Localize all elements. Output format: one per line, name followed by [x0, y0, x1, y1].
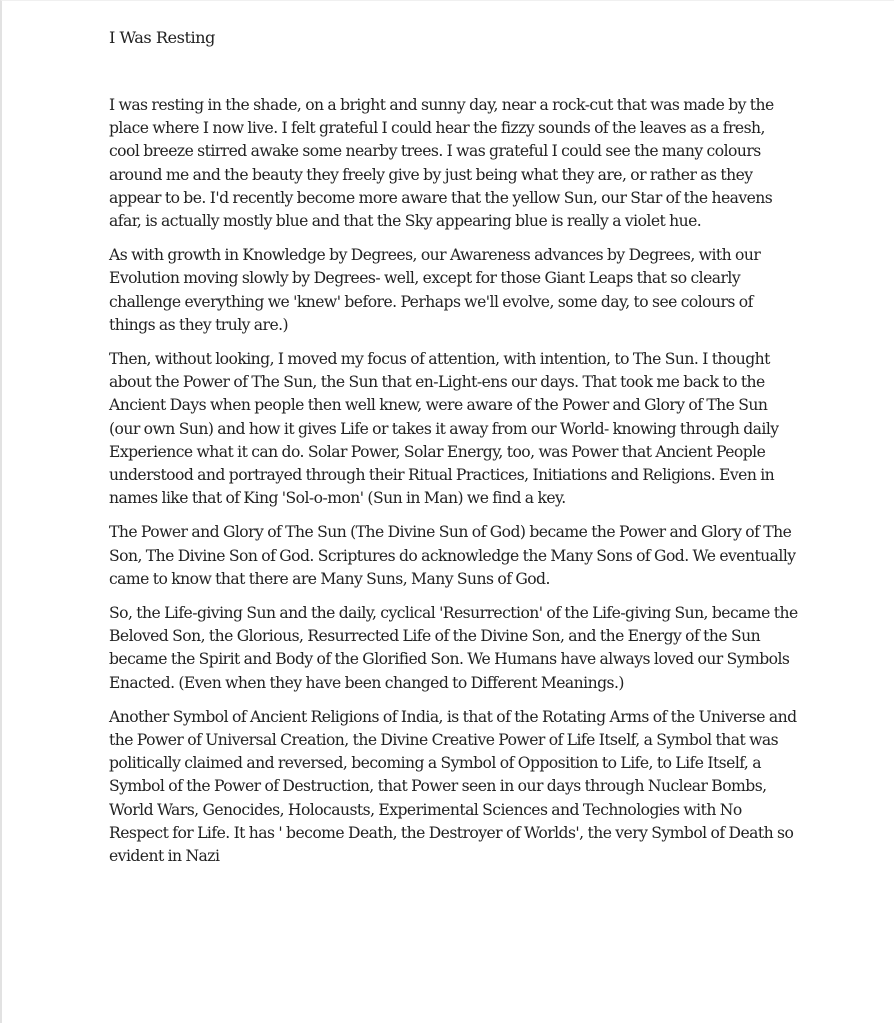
document-title: I Was Resting [109, 28, 215, 47]
paragraph-resting-in-shade: I was resting in the shade, on a bright and sunny day, near a rock-cut that was made by the place where I now live. I felt grateful I could hear the fizzy sounds of the leaves as a fresh, cool breeze stirred awake some nearby trees. I was grateful I could see the many colours around me and the beauty they freely give by just being what they are, or rather as they appear to be. I'd recently become more aware that the yellow Sun, our Star of the heavens afar, is actually mostly blue and that the Sky appearing blue is really a violet hue. [109, 96, 774, 231]
paragraph-another-symbol: Another Symbol of Ancient Religions of India, is that of the Rotating Arms of the Universe and the Power of Universal Creation, the Divine Creative Power of Life Itself, a Symbol that was politically claimed and reversed, becoming a Symbol of Opposition to Life, to Life Itself, a Symbol of the Power of Destruction, that Power seen in our days through Nuclear Bombs, World Wars, Genocides, Holocausts, Experimental Sciences and Technologies with No Respect for Life. It has ' become Death, the Destroyer of Worlds', the very Symbol of Death so evident in Nazi [109, 707, 797, 866]
paragraph-life-giving-sun: So, the Life-giving Sun and the daily, cyclical 'Resurrection' of the Life-giving Sun, became the Beloved Son, the Glorious, Resurrected Life of the Divine Son, and the Energy of the Sun became the Spirit and Body of the Glorified Son. We Humans have always loved our Symbols Enacted. (Even when they have been changed to Different Meanings.) [109, 604, 798, 692]
document-body [109, 26, 799, 879]
paragraph-focus-on-sun: Then, without looking, I moved my focus of attention, with intention, to The Sun. I thought about the Power of The Sun, the Sun that en-Light-ens our days. That took me back to the Ancient Days when people then well knew, were aware of the Power and Glory of The Sun (our own Sun) and how it gives Life or takes it away from our World- knowing through daily Experience what it can do. Solar Power, Solar Energy, too, was Power that Ancient People understood and portrayed through their Ritual Practices, Initiations and Religions. Even in names like that of King 'Sol-o-mon' (Sun in Man) we find a key. [109, 350, 779, 508]
paragraph-growth-by-degrees: As with growth in Knowledge by Degrees, our Awareness advances by Degrees, with our Evolution moving slowly by Degrees- well, except for those Giant Leaps that so clearly challenge everything we 'knew' before. Perhaps we'll evolve, some day, to see colours of things as they truly are.) [109, 246, 761, 334]
paragraph-power-and-glory: The Power and Glory of The Sun (The Divine Sun of God) became the Power and Glory of The Son, The Divine Son of God. Scriptures do acknowledge the Many Sons of God. We eventually came to know that there are Many Suns, Many Suns of God. [109, 523, 796, 588]
